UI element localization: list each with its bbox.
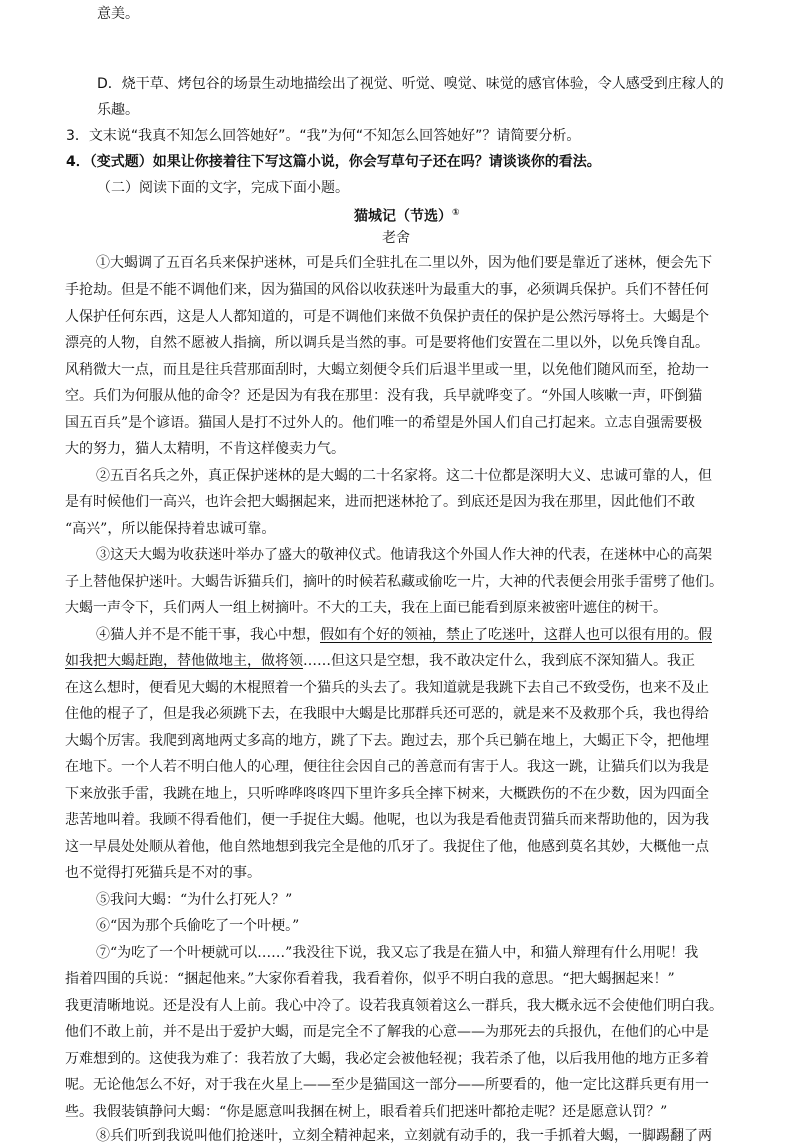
section-2-instruction: （二）阅读下面的文字，完成下面小题。 [97, 180, 349, 196]
passage-line: 子上替他保护迷叶。大蝎告诉猫兵们，摘叶的时候若私藏或偷吃一片，大神的代表便会用张手雷劈了他们。 [65, 574, 723, 590]
passage-line: 我更清晰地说。还是没有人上前。我心中冷了。设若我真领着这么一群兵，我大概永远不会使他们明白我。 [65, 998, 723, 1014]
passage-line: ⑧兵们听到我说叫他们抢迷叶，立刻全精神起来，立刻就有动手的，我一手抓着大蝎，一脚踢翻了两 [96, 1128, 712, 1144]
question-4: 4．（变式题）如果让你接着往下写这篇小说，你会写草句子还在吗？请谈谈你的看法。 [66, 154, 601, 170]
passage-line: 他们不敢上前，并不是出于爱护大蝎，而是完全不了解我的心意——为那死去的兵报仇，在他们的心中是 [65, 1024, 709, 1040]
question-3: 3．文末说“我真不知怎么回答她好”。“我”为何“不知怎么回答她好”？请简要分析。 [66, 128, 581, 144]
option-d-line2: 乐趣。 [97, 102, 139, 118]
passage-line: 人保护任何东西，这是人人都知道的，可是不调他们来做不负保护责任的保护是公然污辱将士。大蝎是个 [65, 309, 709, 325]
passage-line: 风稍微大一点，而且是往兵营那面刮时，大蝎立刻便令兵们后退半里或一里，以免他们随风而至，抢劫一 [65, 362, 709, 378]
passage-line: ⑥“因为那个兵偷吃了一个叶梗。” [96, 918, 300, 934]
passage-line: 在这么想时，便看见大蝎的木棍照着一个猫兵的头去了。我知道就是我跳下去自己不致受伤，也来不及止 [65, 680, 709, 696]
passage-line: 些。我假装镇静问大蝎：“你是愿意叫我捆在树上，眼看着兵们把迷叶都抢走呢？还是愿意认罚？” [65, 1104, 668, 1120]
passage-line: 是有时候他们一高兴，也许会把大蝎捆起来，进而把迷林抢了。到底还是因为我在那里，因此他们不敢 [65, 494, 695, 510]
underlined-sentence: 如我把大蝎赶跑，替他做地主，做将领 [65, 653, 303, 669]
passage-line: 国五百兵”是个谚语。猫国人是打不过外人的。他们唯一的希望是外国人们自己打起来。立志自强需要极 [65, 415, 703, 431]
passage-line: 漂亮的人物，自然不愿被人指摘，所以调兵是当然的事。可是要将他们安置在二里以外，以免兵馋自乱。 [65, 335, 709, 351]
passage-line: 呢。无论他怎么不好，对于我在火星上——至少是猫国这一部分——所要看的，他一定比这群兵更有用一 [65, 1077, 709, 1093]
option-c-tail: 意美。 [97, 6, 139, 22]
passage-line: 指着四围的兵说：“捆起他来。”大家你看着我，我看着你，似乎不明白我的意思。“把大蝎捆起来！” [65, 971, 675, 987]
passage-text: ……但这只是空想，我不敢决定什么，我到底不深知猫人。我正 [303, 653, 695, 669]
passage-line: 空。兵们为何服从他的命令？还是因为有我在那里：没有我，兵早就哗变了。“外国人咳嗽一声，吓倒猫 [65, 388, 703, 404]
passage-line [65, 651, 695, 671]
footnote-marker: ① [452, 208, 460, 218]
passage-line: 也不觉得打死猫兵是不对的事。 [65, 865, 261, 881]
passage-line: 下来放张手雷，我跳在地上，只听哗哗咚咚四下里许多兵全摔下树来，大概跌伤的不在少数，因为四面全 [65, 786, 709, 802]
passage-line: 大蝎个厉害。我爬到离地两丈多高的地方，跳了下去。跑过去，那个兵已躺在地上，大蝎正下令，把他埋 [65, 733, 709, 749]
passage-line: “高兴”，所以能保持着忠诚可靠。 [65, 521, 276, 537]
passage-line: 住他的棍子了，但是我必须跳下去，在我眼中大蝎是比那群兵还可恶的，就是来不及救那个兵，我也得给 [65, 706, 709, 722]
passage-line: 这一早晨处处顺从着他，他自然地想到我完全是他的爪牙了。我捉住了他，他感到莫名其妙，大概他一点 [65, 839, 709, 855]
passage-line: 悲苦地叫着。我顾不得看他们，便一手捉住大蝎。他呢，也以为我是看他责罚猫兵而来帮助他的，因为我 [65, 812, 709, 828]
passage-line: 万难想到的。这使我为难了：我若放了大蝎，我必定会被他轻视；我若杀了他，以后我用他的地方正多着 [65, 1051, 709, 1067]
passage-line [96, 625, 712, 645]
passage-line: 大的努力，猫人太精明，不肯这样傻卖力气。 [65, 441, 345, 457]
passage-line: 大蝎一声令下，兵们两人一组上树摘叶。不大的工夫，我在上面已能看到原来被密叶遮住的树干。 [65, 600, 667, 616]
passage-line: ⑤我问大蝎：“为什么打死人？” [96, 892, 293, 908]
passage-line: 在地下。一个人若不明白他人的心理，便往往会因自己的善意而有害于人。我这一跳，让猫兵们以为我是 [65, 759, 709, 775]
passage-line: ⑦“为吃了一个叶梗就可以……”我没往下说，我又忘了我是在猫人中，和猫人辩理有什么用呢！我 [96, 945, 699, 961]
passage-line: ③这天大蝎为收获迷叶举办了盛大的敬神仪式。他请我这个外国人作大神的代表，在迷林中心的高架 [96, 547, 712, 563]
passage-line: ①大蝎调了五百名兵来保护迷林，可是兵们全驻扎在二里以外，因为他们要是靠近了迷林，便会先下 [96, 255, 712, 271]
passage-title-text: 猫城记（节选） [354, 208, 452, 225]
passage-author: 老舍 [382, 230, 410, 246]
passage-line: 手抢劫。但是不能不调他们来，因为猫国的风俗以收获迷叶为最重大的事，必须调兵保护。兵们不替任何 [65, 282, 709, 298]
passage-title [354, 203, 460, 227]
underlined-sentence: 假如有个好的领袖，禁止了吃迷叶，这群人也可以很有用的。假 [320, 627, 712, 643]
passage-text: ④猫人并不是不能干事，我心中想， [96, 627, 320, 643]
passage-line: ②五百名兵之外，真正保护迷林的是大蝎的二十名家将。这二十位都是深明大义、忠诚可靠的人，但 [96, 468, 712, 484]
option-d-line1: D．烧干草、烤包谷的场景生动地描绘出了视觉、听觉、嗅觉、味觉的感官体验，令人感受到庄稼人的 [97, 76, 724, 92]
